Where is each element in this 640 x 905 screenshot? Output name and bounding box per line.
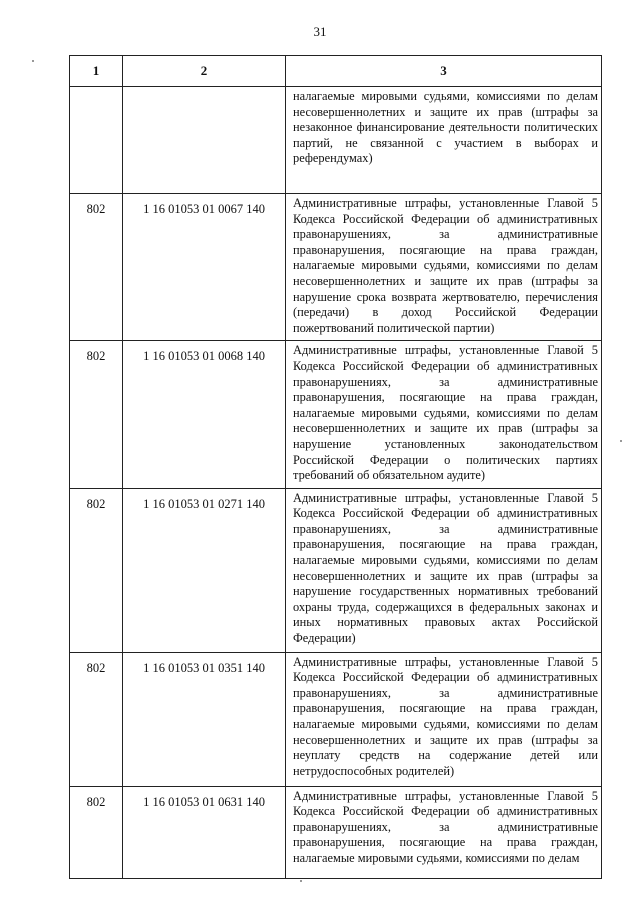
description-line: правонарушениях, за административные bbox=[293, 374, 598, 389]
description-line: Кодекса Российской Федерации об административных bbox=[293, 804, 598, 819]
description-line: правонарушениях, за административные bbox=[293, 521, 598, 536]
table-row bbox=[70, 488, 602, 652]
description-line: Административные штрафы, установленные Главой 5 bbox=[293, 654, 598, 669]
description-line: правонарушения, посягающие на права граждан, bbox=[293, 835, 598, 850]
page-number: 31 bbox=[313, 24, 327, 39]
description-line: правонарушениях, за административные bbox=[293, 227, 598, 242]
table-row bbox=[70, 786, 602, 878]
description-line: несовершеннолетних и защите их прав (штрафы за bbox=[293, 732, 598, 747]
row-budget-code: 1 16 01053 01 0068 140 bbox=[123, 341, 286, 488]
description-line: налагаемые мировыми судьями, комиссиями по делам bbox=[293, 89, 598, 103]
scan-speck bbox=[32, 60, 34, 62]
description-line: правонарушения, посягающие на права граждан, bbox=[293, 701, 598, 716]
description-line: (передачи) в доход Российской Федерации bbox=[293, 305, 598, 320]
description-line: Российской Федерации о политических партиях bbox=[293, 452, 598, 467]
description-line: партий, не связанной с участием в выборах и bbox=[293, 135, 598, 150]
description-line: референдумах) bbox=[293, 151, 373, 166]
description-line: охраны труда, содержащихся в федеральных законах и bbox=[293, 599, 598, 614]
description-line: Административные штрафы, установленные Главой 5 bbox=[293, 490, 598, 505]
description-line: Административные штрафы, установленные Главой 5 bbox=[293, 196, 598, 210]
description-line: правонарушениях, за административные bbox=[293, 819, 598, 834]
row-budget-code bbox=[123, 87, 286, 194]
description-line: нетрудоспособных родителей) bbox=[293, 763, 455, 778]
row-admin-code: 802 bbox=[70, 652, 123, 786]
row-description bbox=[286, 194, 602, 341]
codes-table bbox=[69, 55, 602, 879]
row-admin-code: 802 bbox=[70, 341, 123, 488]
column-header-2: 2 bbox=[123, 56, 286, 87]
description-line: правонарушения, посягающие на права граждан, bbox=[293, 390, 598, 405]
description-line: налагаемые мировыми судьями, комиссиями по делам bbox=[293, 405, 598, 420]
description-line: несовершеннолетних и защите их прав (штрафы за bbox=[293, 273, 598, 288]
row-budget-code: 1 16 01053 01 0271 140 bbox=[123, 488, 286, 652]
row-admin-code: 802 bbox=[70, 786, 123, 878]
description-line: Кодекса Российской Федерации об административных bbox=[293, 670, 598, 685]
description-line: правонарушения, посягающие на права граждан, bbox=[293, 242, 598, 257]
row-budget-code: 1 16 01053 01 0067 140 bbox=[123, 194, 286, 341]
column-header-1: 1 bbox=[70, 56, 123, 87]
description-line: налагаемые мировыми судьями, комиссиями по делам bbox=[293, 851, 580, 866]
column-header-3: 3 bbox=[286, 56, 602, 87]
row-description bbox=[286, 341, 602, 488]
description-line: нарушение срока возврата жертвователю, перечисления bbox=[293, 289, 598, 304]
table-row bbox=[70, 652, 602, 786]
description-line: Административные штрафы, установленные Главой 5 bbox=[293, 343, 598, 358]
description-line: несовершеннолетних и защите их прав (штрафы за bbox=[293, 421, 598, 436]
description-line: неуплату средств на содержание детей или bbox=[293, 748, 598, 763]
table-row bbox=[70, 341, 602, 488]
description-line: налагаемые мировыми судьями, комиссиями по делам bbox=[293, 258, 598, 273]
description-line: нарушение государственных нормативных требований bbox=[293, 584, 598, 599]
description-line: требований об обязательном аудите) bbox=[293, 468, 486, 483]
table-body bbox=[70, 87, 602, 879]
row-budget-code: 1 16 01053 01 0351 140 bbox=[123, 652, 286, 786]
row-admin-code: 802 bbox=[70, 488, 123, 652]
row-admin-code: 802 bbox=[70, 194, 123, 341]
table-row bbox=[70, 194, 602, 341]
description-line: иных нормативных правовых актах Российской bbox=[293, 615, 598, 630]
table-header-row bbox=[70, 56, 602, 87]
description-line: Кодекса Российской Федерации об административных bbox=[293, 358, 598, 373]
description-line: налагаемые мировыми судьями, комиссиями по делам bbox=[293, 553, 598, 568]
scan-speck bbox=[620, 440, 622, 442]
description-line: несовершеннолетних и защите их прав (штрафы за bbox=[293, 104, 598, 119]
description-line: правонарушениях, за административные bbox=[293, 685, 598, 700]
table-row bbox=[70, 87, 602, 194]
description-line: Кодекса Российской Федерации об административных bbox=[293, 211, 598, 226]
row-description bbox=[286, 87, 602, 194]
description-line: пожертвований политической партии) bbox=[293, 320, 495, 335]
row-description bbox=[286, 652, 602, 786]
row-description bbox=[286, 786, 602, 878]
description-line: Кодекса Российской Федерации об административных bbox=[293, 506, 598, 521]
row-admin-code bbox=[70, 87, 123, 194]
description-line: Административные штрафы, установленные Главой 5 bbox=[293, 788, 598, 803]
scan-speck bbox=[300, 880, 302, 882]
description-line: налагаемые мировыми судьями, комиссиями по делам bbox=[293, 717, 598, 732]
description-line: незаконное финансирование деятельности политических bbox=[293, 120, 598, 135]
row-budget-code: 1 16 01053 01 0631 140 bbox=[123, 786, 286, 878]
description-line: нарушение установленных законодательством bbox=[293, 436, 598, 451]
row-description bbox=[286, 488, 602, 652]
description-line: несовершеннолетних и защите их прав (штрафы за bbox=[293, 568, 598, 583]
description-line: правонарушения, посягающие на права граждан, bbox=[293, 537, 598, 552]
description-line: Федерации) bbox=[293, 631, 356, 646]
